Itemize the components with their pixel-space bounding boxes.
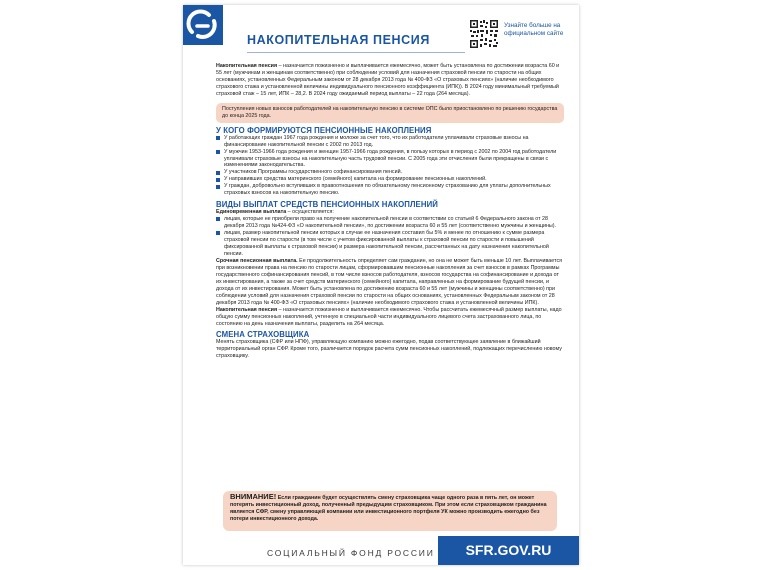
pension-paragraph xyxy=(216,307,564,328)
notice-box: Поступления новых взносов работодателей на накопительную пенсию в системе ОПС было приостановлено по решению государства до конца 2025 года. xyxy=(216,103,564,123)
list-item xyxy=(216,183,564,197)
warning-box xyxy=(223,491,557,531)
list-item-text: лицам, размер накопительной пенсии которых в случае ее назначения составил бы 5% и менее по отношению к сумме размера страховой пенсии по старости (в том числе с учетом фиксированной выплаты к страховой пенсии по старости и повышений фиксированной выплаты к страховой пенсии) и размера накопительной пенсии, рассчитанных на дату назначения накопительной пенсии. xyxy=(224,230,549,257)
intro-lead: Накопительная пенсия xyxy=(216,63,278,69)
qr-caption: Узнайте больше на официальном сайте xyxy=(504,22,564,37)
footer-site-link[interactable]: SFR.GOV.RU xyxy=(438,536,579,565)
list-item xyxy=(216,135,564,149)
urgent-payout-text: Ее продолжительность определяет сам гражданин, но она не может быть меньше 10 лет. Выплачивается при возникновении права на пенсию по старости лицам, сформировавшим пенсионные накопления за счет взносов в рамках Программы государственного софинансирования пенсий, в том числе взносов работодателя, взносов государства на софинансирование и дохода от их инвестирования, а также за счет средств материнского (семейного) капитала, направленных на формирование будущей пенсии, и дохода от их инвестирования. Может быть установлена по достижению возраста 60 и 55 лет (мужчины и женщины соответственно) при соблюдении условий для назначения страховой пенсии по старости на общих основаниях, установленных Федеральным законом от 28 декабря 2013 года № 400-ФЗ «О страховых пенсиях» (наличие необходимого страхового стажа и установленной величины ИПК). xyxy=(216,257,563,306)
insurer-change-paragraph: Менять страховщика (СФР или НПФ), управляющую компанию можно ежегодно, подав соответствующее заявление в ближайший территориальный орган СФР. Кроме того, различается порядок расчета сумм пенсионных накоплений, подлежащих перечислению новому страховщику. xyxy=(216,339,562,360)
footer-org-name: СОЦИАЛЬНЫЙ ФОНД РОССИИ xyxy=(267,548,435,558)
bullet-icon xyxy=(216,136,220,140)
list-item-text: лицам, которые не приобрели право на получение накопительной пенсии в соответствии со статьей 6 Федерального закона от 28 декабря 2013 года №424-ФЗ «О накопительной пенсии», по достижении возраста 60 и 55 лет (соответственно мужчины и женщины). xyxy=(224,216,557,230)
section-heading-payouts: ВИДЫ ВЫПЛАТ СРЕДСТВ ПЕНСИОННЫХ НАКОПЛЕНИЙ xyxy=(216,200,438,210)
list-item-text: У участников Программы государственного софинансирования пенсий. xyxy=(224,169,403,176)
sfr-logo xyxy=(183,5,223,45)
list-item-text: У направивших средства материнского (семейного) капитала на формирование пенсионных накоплений. xyxy=(224,176,487,183)
section-heading-accumulation: У КОГО ФОРМИРУЮТСЯ ПЕНСИОННЫЕ НАКОПЛЕНИЯ xyxy=(216,125,432,135)
list-item-text: У мужчин 1953-1966 года рождения и женщин 1957-1966 года рождения, в пользу которых в период с 2002 по 2004 год работодатели уплачивали страховые взносы на накопительную часть трудовой пенсии. С 2005 года эти отчисления были прекращены в связи с изменениями законодательства. xyxy=(224,148,557,169)
intro-paragraph xyxy=(216,63,564,98)
pension-lead: Накопительная пенсия xyxy=(216,306,278,313)
bullet-icon xyxy=(216,217,220,221)
bullet-icon xyxy=(216,178,220,182)
lump-sum-tail: – осуществляется: xyxy=(286,209,334,216)
bullet-icon xyxy=(216,231,220,235)
pension-text: – назначается пожизненно и выплачивается ежемесячно. Чтобы рассчитать ежемесячный размер выплаты, надо общую сумму пенсионных накоплений, учтенную в специальной части индивидуального лицевого счета застрахованного лица, по состоянию на день назначения выплаты, разделить на 264 месяца. xyxy=(216,306,562,327)
urgent-payout-paragraph xyxy=(216,258,564,307)
list-item xyxy=(216,176,564,183)
list-item xyxy=(216,149,564,170)
intro-text: – назначается пожизненно и выплачивается ежемесячно, может быть установлена по достижении возраста 60 и 55 лет (мужчинам и женщинам соответственно) при соблюдении условий для назначения страховой пенсии по старости на общих основаниях, установленных Федеральным законом от 28 декабря 2013 года № 400-ФЗ «О страховых пенсиях» (наличие необходимого страхового стажа и установленной величины индивидуального пенсионного коэффициента (ИПК)). В 2024 году минимальный требуемый страховой стаж – 15 лет, ИПК – 28,2. В 2024 году ожидаемый период выплаты – 22 года (264 месяца). xyxy=(216,63,560,97)
urgent-payout-lead: Срочная пенсионная выплата. xyxy=(216,257,298,264)
list-item xyxy=(216,230,564,258)
list-item-text: У граждан, добровольно вступивших в правоотношения по обязательному пенсионному страхованию для уплаты дополнительных страховых взносов на накопительную пенсию. xyxy=(224,183,551,197)
list-item-text: У работающих граждан 1967 года рождения и моложе за счет того, что их работодатели уплачивали страховые взносы на финансирование накопительной пенсии с 2002 по 2013 год. xyxy=(224,134,529,148)
warning-lead: ВНИМАНИЕ! xyxy=(230,492,277,501)
bullet-icon xyxy=(216,171,220,175)
page-title: НАКОПИТЕЛЬНАЯ ПЕНСИЯ xyxy=(247,33,430,47)
sfr-logo-mark xyxy=(183,5,223,45)
main-content xyxy=(216,63,564,360)
warning-text: Если гражданин будет осуществлять смену страховщика чаще одного раза в пять лет, он может потерять инвестиционный доход, полученный предыдущим страховщиком. При этом если страховщиком гражданина является СФР, смену управляющей компании или инвестиционного портфеля УК можно производить ежегодно без потери инвестиционного дохода. xyxy=(230,495,547,522)
section-heading-insurer-change: СМЕНА СТРАХОВЩИКА xyxy=(216,330,310,340)
document-page xyxy=(183,5,579,565)
bullet-icon xyxy=(216,150,220,154)
qr-code-icon[interactable] xyxy=(469,19,499,49)
title-underline xyxy=(247,52,465,53)
lump-sum-lead: Единовременная выплата xyxy=(216,209,287,216)
list-item xyxy=(216,216,564,230)
bullet-icon xyxy=(216,185,220,189)
